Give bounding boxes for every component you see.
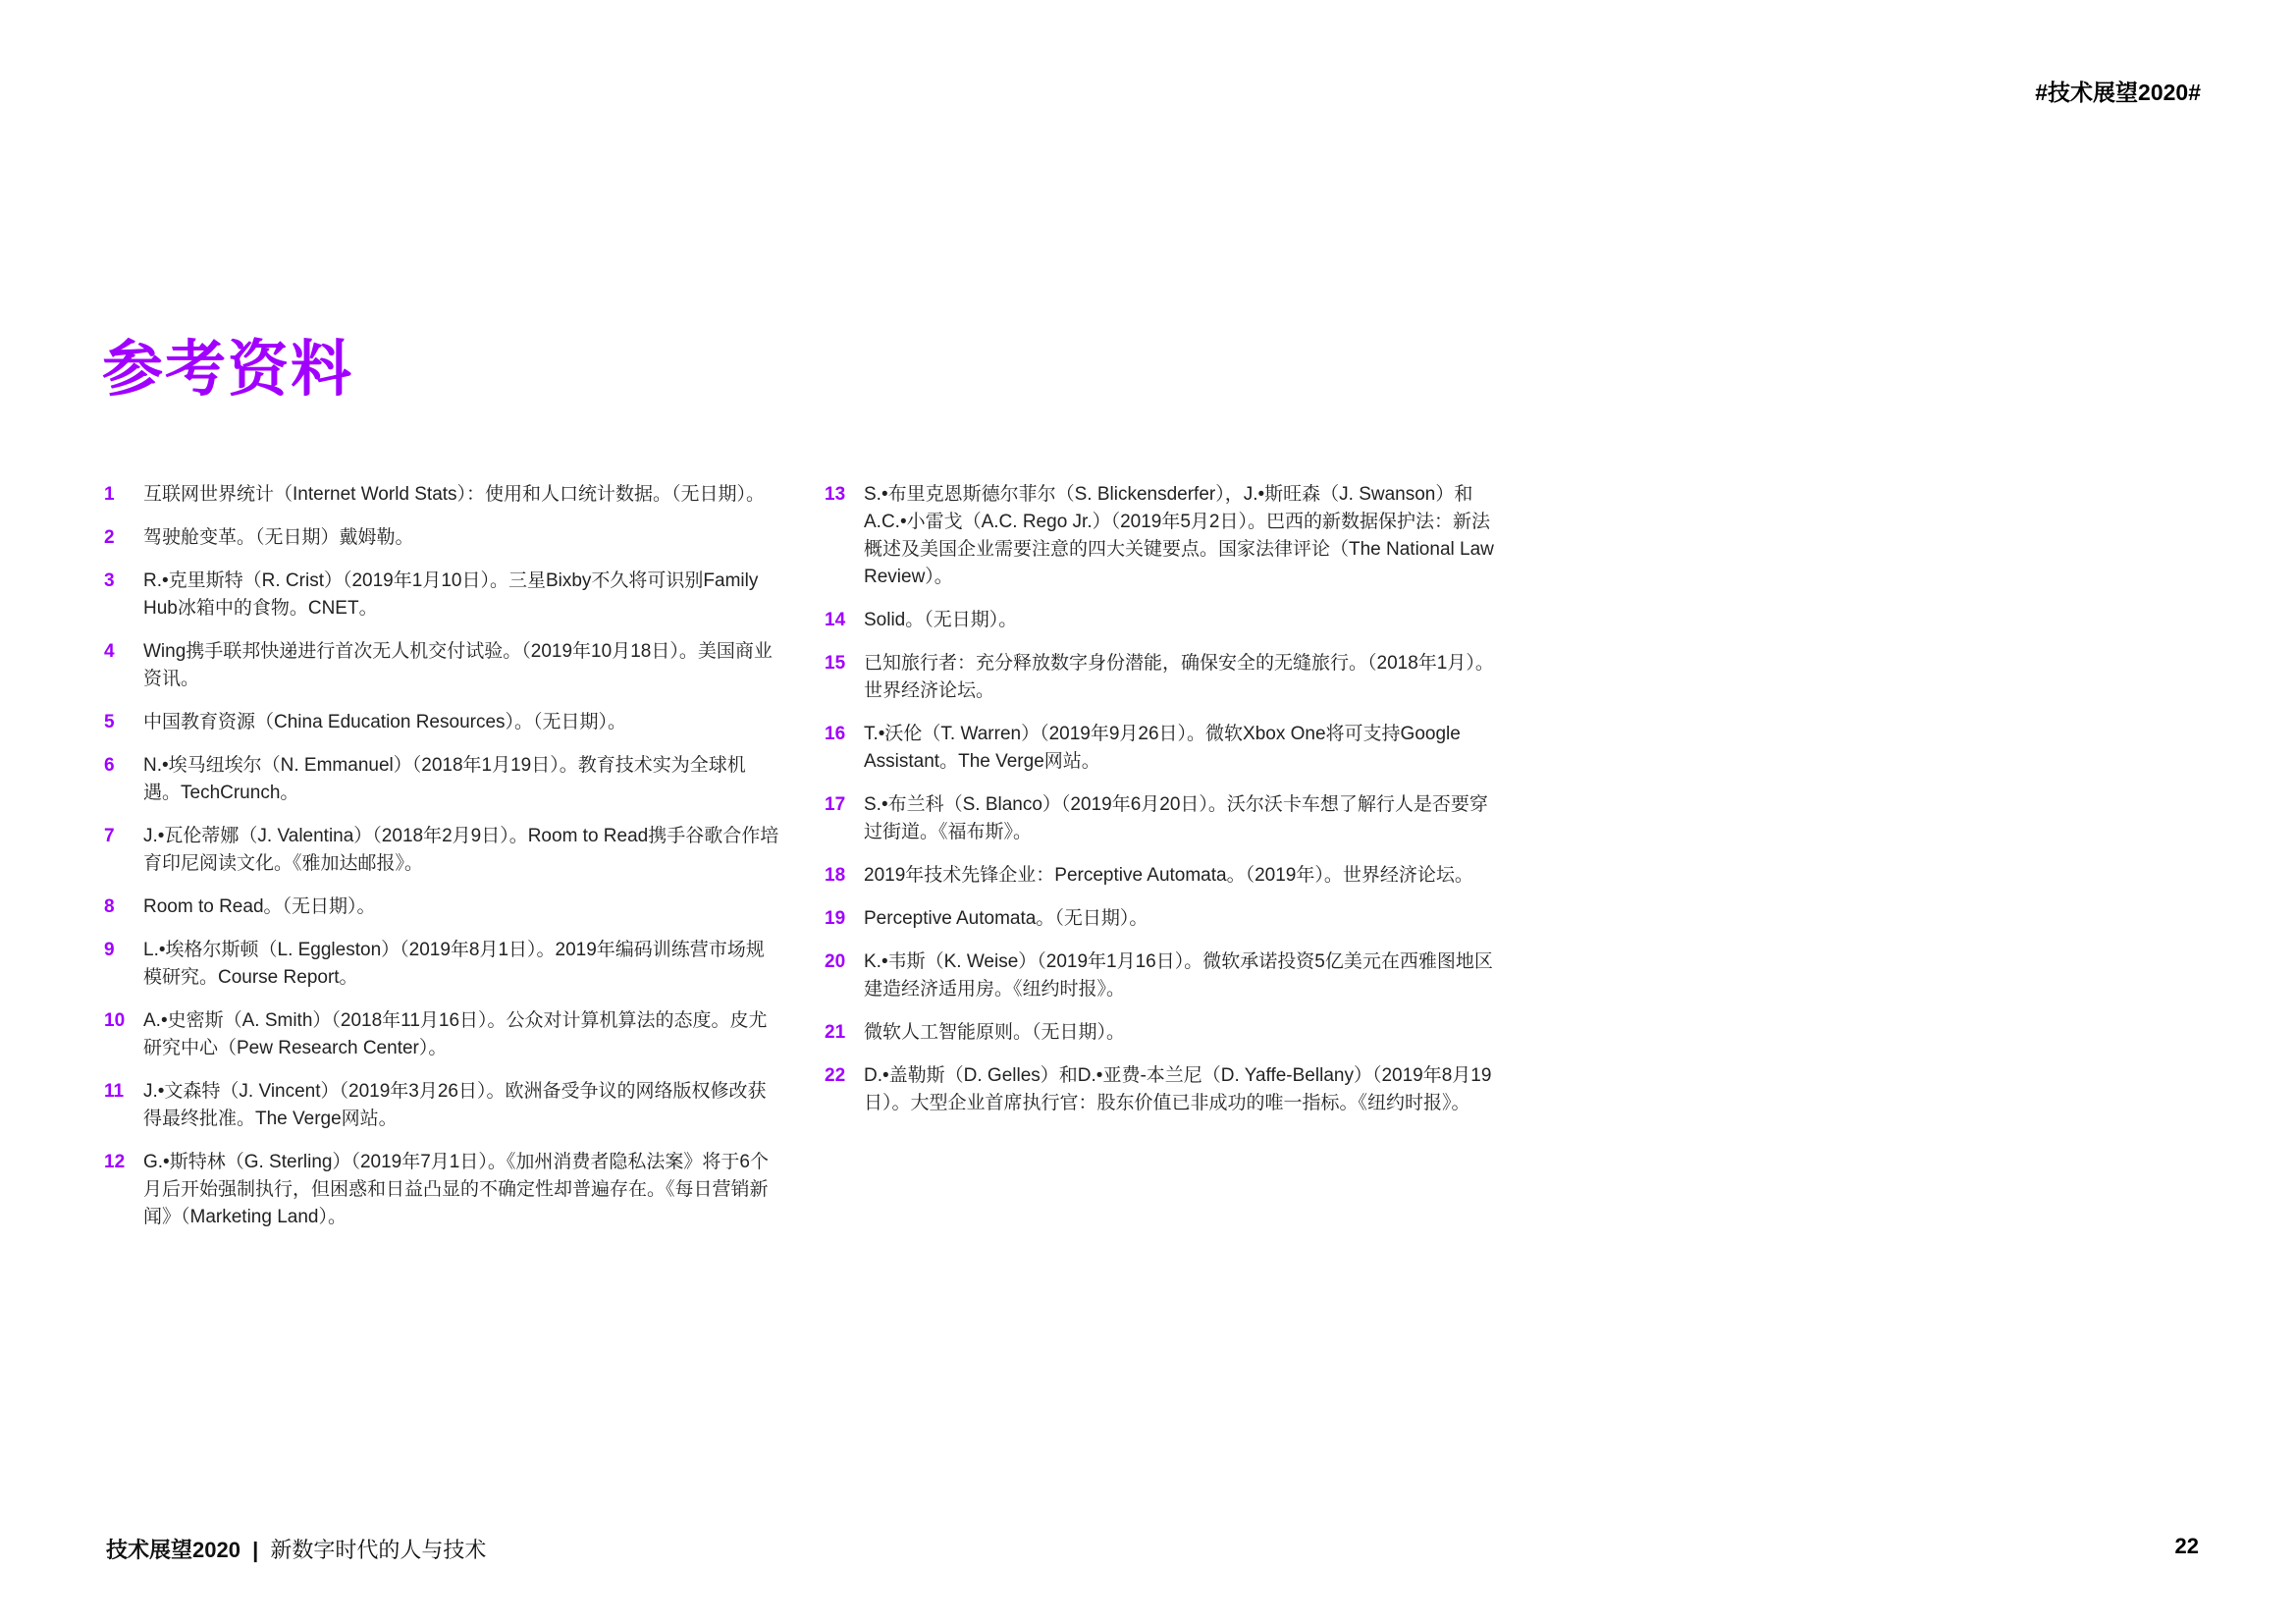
reference-item (825, 721, 1502, 776)
reference-text: S.•布兰科（S. Blanco）（2019年6月20日）。沃尔沃卡车想了解行人是否要穿过街道。《福布斯》。 (864, 794, 1488, 842)
footer-subtitle: 新数字时代的人与技术 (270, 1538, 487, 1562)
reference-number: 6 (104, 755, 115, 776)
reference-text: 微软人工智能原则。（无日期）。 (864, 1022, 1126, 1043)
page-number: 22 (2174, 1534, 2199, 1558)
reference-text: 互联网世界统计（Internet World Stats）：使用和人口统计数据。（无日期）。 (143, 484, 766, 505)
reference-text: Room to Read。（无日期）。 (143, 896, 376, 917)
reference-number: 5 (104, 712, 115, 732)
reference-item (825, 607, 1502, 634)
reference-number: 3 (104, 570, 115, 591)
reference-text: L.•埃格尔斯顿（L. Eggleston）（2019年8月1日）。2019年编码训练营市场规模研究。Course Report。 (143, 940, 765, 988)
reference-number: 2 (104, 527, 115, 548)
reference-number: 20 (825, 951, 846, 972)
reference-number: 11 (104, 1081, 125, 1102)
reference-text: 已知旅行者：充分释放数字身份潜能，确保安全的无缝旅行。（2018年1月）。世界经济论坛。 (864, 653, 1494, 701)
header-hashtag: #技术展望2020# (2035, 80, 2201, 105)
reference-item (104, 1149, 781, 1231)
reference-text: 2019年技术先锋企业：Perceptive Automata。（2019年）。世界经济论坛。 (864, 865, 1473, 886)
reference-item (104, 709, 781, 736)
reference-number: 13 (825, 484, 846, 505)
reference-item (825, 791, 1502, 846)
reference-number: 18 (825, 865, 846, 886)
footer-brand: 技术展望2020 (106, 1538, 240, 1562)
reference-text: A.•史密斯（A. Smith）（2018年11月16日）。公众对计算机算法的态度。皮尤研究中心（Pew Research Center）。 (143, 1010, 768, 1058)
reference-number: 9 (104, 940, 115, 960)
reference-item (104, 893, 781, 921)
page-title: 参考资料 (102, 336, 354, 404)
reference-item (104, 752, 781, 807)
reference-number: 16 (825, 724, 846, 744)
reference-number: 10 (104, 1010, 126, 1031)
reference-text: N.•埃马纽埃尔（N. Emmanuel）（2018年1月19日）。教育技术实为全球机遇。TechCrunch。 (143, 755, 746, 803)
reference-item (104, 638, 781, 693)
reference-item (825, 1062, 1502, 1117)
reference-item (104, 1078, 781, 1133)
reference-number: 8 (104, 896, 115, 917)
reference-text: D.•盖勒斯（D. Gelles）和D.•亚费-本兰尼（D. Yaffe-Bellany）（2019年8月19日）。大型企业首席执行官：股东价值已非成功的唯一指标。《纽约时报》。 (864, 1065, 1492, 1113)
reference-number: 19 (825, 908, 846, 929)
reference-number: 4 (104, 641, 115, 662)
reference-number: 22 (825, 1065, 846, 1086)
reference-item (104, 524, 781, 552)
reference-text: R.•克里斯特（R. Crist）（2019年1月10日）。三星Bixby不久将可识别Family Hub冰箱中的食物。CNET。 (143, 570, 759, 619)
reference-item (104, 1007, 781, 1062)
references-left-column (104, 481, 781, 1247)
reference-text: 中国教育资源（China Education Resources）。（无日期）。 (143, 712, 627, 732)
reference-text: K.•韦斯（K. Weise）（2019年1月16日）。微软承诺投资5亿美元在西雅图地区建造经济适用房。《纽约时报》。 (864, 951, 1493, 1000)
reference-text: G.•斯特林（G. Sterling）（2019年7月1日）。《加州消费者隐私法案》将于6个月后开始强制执行，但困惑和日益凸显的不确定性却普遍存在。《每日营销新闻》（Marketing Land）。 (143, 1152, 769, 1227)
reference-text: Wing携手联邦快递进行首次无人机交付试验。（2019年10月18日）。美国商业资讯。 (143, 641, 773, 689)
reference-text: 驾驶舱变革。（无日期）戴姆勒。 (143, 527, 414, 548)
reference-text: J.•瓦伦蒂娜（J. Valentina）（2018年2月9日）。Room to Read携手谷歌合作培育印尼阅读文化。《雅加达邮报》。 (143, 826, 779, 874)
reference-text: J.•文森特（J. Vincent）（2019年3月26日）。欧洲备受争议的网络版权修改获得最终批准。The Verge网站。 (143, 1081, 767, 1129)
reference-item (825, 1019, 1502, 1047)
reference-item (104, 568, 781, 623)
reference-item (104, 937, 781, 992)
reference-number: 1 (104, 484, 115, 505)
references-right-column (825, 481, 1502, 1133)
reference-number: 17 (825, 794, 846, 815)
reference-text: S.•布里克恩斯德尔菲尔（S. Blickensderfer），J.•斯旺森（J. Swanson）和A.C.•小雷戈（A.C. Rego Jr.）（2019年5月2日）。巴西的新数据保护法：新法概述及美国企业需要注意的四大关键要点。国家法律评论（The National Law Review）。 (864, 484, 1494, 587)
reference-number: 7 (104, 826, 115, 846)
reference-text: Perceptive Automata。（无日期）。 (864, 908, 1148, 929)
reference-item (825, 862, 1502, 890)
reference-number: 21 (825, 1022, 846, 1043)
reference-text: Solid。（无日期）。 (864, 610, 1018, 630)
footer-separator: | (252, 1538, 259, 1562)
reference-number: 15 (825, 653, 846, 674)
reference-item (825, 650, 1502, 705)
reference-item (825, 481, 1502, 591)
reference-item (104, 481, 781, 509)
reference-item (104, 823, 781, 878)
footer-title (106, 1534, 486, 1564)
reference-item (825, 948, 1502, 1003)
reference-item (825, 905, 1502, 933)
reference-number: 12 (104, 1152, 126, 1172)
reference-text: T.•沃伦（T. Warren）（2019年9月26日）。微软Xbox One将可支持Google Assistant。The Verge网站。 (864, 724, 1461, 772)
reference-number: 14 (825, 610, 846, 630)
